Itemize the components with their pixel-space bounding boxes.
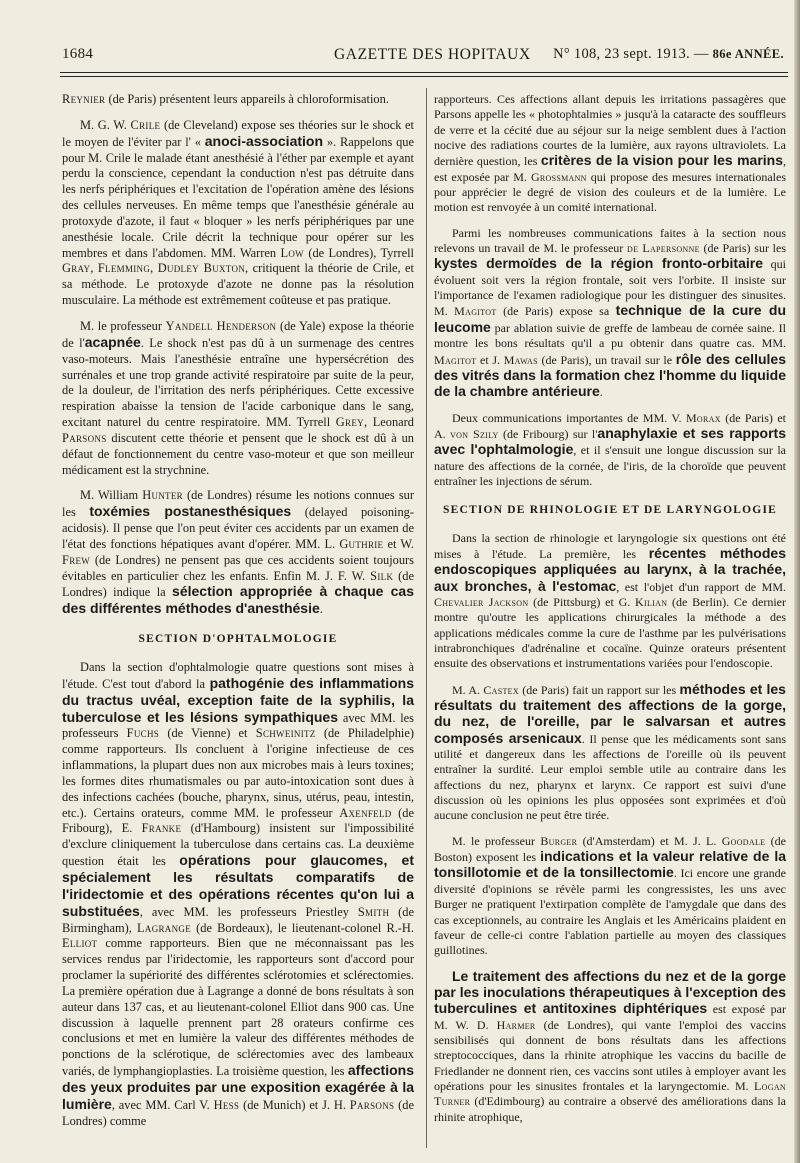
author-name: Chevalier Jackson: [434, 594, 529, 609]
text-run: Deux communications importantes de MM. V.: [452, 410, 686, 425]
author-name: Low: [280, 245, 304, 260]
text-run: (de Paris) présentent leurs appareils à chloroformisation.: [105, 92, 389, 106]
author-name: Lagrange: [137, 920, 191, 935]
text-run: M. William: [80, 488, 143, 503]
author-name: Castex: [483, 682, 519, 697]
topic-highlight: acapnée: [84, 333, 141, 350]
text-run: (de Londres), Tyrrell: [303, 245, 414, 260]
column-divider: [426, 88, 427, 1148]
topic-highlight: opérations pour glaucomes, et spécialement les résultats comparatifs de l'iridectomie et des opérations récentes qu'on lui a substituées: [62, 852, 414, 919]
author-name: Dudley Buxton: [157, 261, 246, 276]
text-run: (de Fribourg) sur l': [498, 426, 598, 441]
author-name: de Lapersonne: [627, 241, 700, 256]
text-run: , avec MM. Carl V.: [111, 1097, 214, 1112]
text-run: M. G. W.: [80, 117, 131, 132]
author-name: Franke: [141, 821, 182, 836]
journal-title: GAZETTE DES HOPITAUX: [334, 46, 531, 63]
text-run: (d'Hambourg) insistent sur l'impossibilité d'exclure cliniquement la tuberculose dans certains cas. La deuxième question était les: [62, 821, 414, 869]
author-name: Harmer: [496, 1017, 536, 1032]
text-run: M. le professeur: [452, 833, 541, 848]
section-heading-ophtalmologie: SECTION D'OPHTALMOLOGIE: [138, 633, 338, 646]
text-run: (de Londres) indique la: [62, 568, 414, 600]
text-run: , est exposée par M.: [434, 154, 786, 184]
text-run: (d'Edimbourg) au contraire a observé des améliorations dans la rhinite atrophique,: [434, 1094, 786, 1124]
text-run: par ablation suivie de greffe de lambeau de cornée saine. Il montre les bons résultats qu'il a pu obtenir dans quatre cas. MM.: [434, 320, 786, 351]
text-run: ,: [90, 261, 98, 276]
text-run: est exposé par M. W. D.: [434, 1002, 786, 1032]
text-run: , et il s'ensuit une longue discussion sur la nature des affections de la cornée, de l'iris, de la choroïde que peuvent entraîner les injections de sérum.: [434, 443, 786, 488]
issue-info: N° 108, 23 sept. 1913. — 86e ANNÉE.: [553, 46, 784, 62]
topic-highlight: anaphylaxie et ses rapports avec l'ophtalmologie: [434, 424, 786, 458]
paragraph: [62, 488, 414, 618]
topic-highlight: méthodes et les résultats du traitement des affections de la gorge, du nez, de l'oreille, par le salvarsan et autres composés arsenicaux: [434, 680, 786, 746]
text-run: (de Munich) et J. H.: [239, 1097, 350, 1112]
paragraph: [434, 682, 786, 824]
author-name: Fuchs: [126, 726, 160, 741]
author-name: Frew: [62, 552, 91, 567]
text-run: discutent cette théorie et pensent que le shock est dû à un défaut de fonctionnement du centre vaso-moteur et que son meilleur médicament est la strychnine.: [62, 430, 414, 477]
author-name: von Szily: [450, 426, 499, 441]
topic-highlight: Le traitement des affections du nez et de la gorge par les inoculations thérapeutiques à l'exception des tuberculines et antitoxines diphtériques: [434, 967, 786, 1017]
author-name: Parsons: [62, 430, 107, 445]
text-run: Dans la section d'ophtalmologie quatre questions sont mises à l'étude. C'est tout d'abord la: [62, 660, 414, 691]
author-name: Hunter: [142, 488, 183, 503]
text-run: (de Berlin). Ce dernier montre qu'outre les applications chirurgicales la méthode a des applications médicales comme la cure de l'asthme par les pulvérisations intrabronchiques d'adrénaline et cocaïne. Quinze orateurs présentent ensuite des observations et instrumentations variées pour l'endoscopie.: [434, 594, 786, 671]
paragraph: [62, 118, 414, 309]
author-name: Elliot: [62, 936, 98, 951]
text-run: (de Paris) expose sa: [496, 304, 616, 319]
author-name: Smith: [357, 904, 390, 919]
author-name: Yandell Henderson: [165, 318, 277, 333]
left-column: [62, 92, 414, 1139]
text-run: . Le shock n'est pas dû à un surmenage des centres vaso-moteurs. Mais l'anesthésie entraîne une hypersécrétion des surrénales et une trop grande activité respiratoire par suite de la peur, de la douleur, de l'irritation des nerfs périphériques. Cette excessive respiration abaisse la tension de l'acide carbonique dans le sang, excitant naturel du centre respiratoire. MM. Tyrrell: [62, 335, 415, 430]
running-header: [62, 46, 792, 70]
topic-highlight: pathogénie des inflammations du tractus uvéal, exception faite de la syphilis, la tuberculose et les lésions sympathiques: [62, 674, 414, 725]
text-run: , est l'objet d'un rapport de MM.: [616, 579, 786, 594]
author-name: Grossmann: [530, 169, 587, 184]
text-run: et J.: [476, 352, 504, 367]
text-run: . Ici encore une grande diversité d'opinions se révèle parmi les congressistes, les uns avec Burger ne pratiquent l'extirpation complète de l'amygdale que dans des cas exceptionnels, au contraire les Anglais et les Américains plaident en faveur de celle-ci contre l'ablation partielle au moyen des classiques guillotines.: [434, 866, 786, 958]
text-run: avec MM. les professeurs: [62, 710, 415, 741]
paragraph: [434, 834, 786, 959]
text-run: (de Paris) et A.: [434, 410, 786, 441]
text-run: (de Londres), qui vante l'emploi des vaccins sensibilisés qui donnent de bons résultats dans les affections streptococciques, dans la rhinite atrophique les vaccins du bacille de Friedlander ne donnent rien, ces vaccins sont utiles à employer avant les opérations pour les sinusites frontales et la laryngectomie. M.: [434, 1017, 787, 1093]
topic-highlight: sélection appropriée à chaque cas des différentes méthodes d'anesthésie: [62, 583, 414, 617]
author-name: Gray: [62, 261, 91, 276]
header-rule-thin: [60, 76, 788, 77]
issue-year: 86e ANNÉE.: [712, 47, 784, 61]
text-run: M. le professeur: [80, 318, 166, 333]
author-name: Hess: [213, 1097, 240, 1112]
author-name: Mawas: [503, 352, 538, 367]
author-name: Axenfeld: [339, 805, 392, 820]
paragraph: [62, 660, 414, 1129]
paragraph: [62, 319, 414, 478]
topic-highlight: technique de la cure du leucome: [434, 302, 786, 335]
text-run: (de Vienne) et: [159, 726, 256, 741]
paragraph: [434, 969, 786, 1125]
text-run: (de Pittsburg) et G.: [528, 594, 636, 609]
topic-highlight: rôle des cellules des vitrés dans la formation chez l'homme du liquide de la chambre antérieure: [434, 350, 786, 400]
paragraph: [434, 92, 786, 216]
header-rule: [60, 72, 788, 73]
topic-highlight: kystes dermoïdes de la région fronto-orbitaire: [434, 255, 763, 272]
text-run: (de Cleveland) expose ses théories sur le shock et le moyen de l'éviter par l' «: [62, 117, 414, 149]
topic-highlight: indications et la valeur relative de la tonsillotomie et de la tonsillectomie: [434, 848, 786, 881]
paragraph: [62, 92, 414, 108]
topic-highlight: récentes méthodes endoscopiques appliquées au larynx, à la trachée, aux bronches, à l'estomac: [434, 544, 786, 594]
paragraph: [434, 411, 786, 490]
author-name: Burger: [540, 833, 578, 848]
topic-highlight: critères de la vision pour les marins: [540, 152, 783, 169]
text-run: (de Boston) exposent les: [434, 833, 786, 865]
text-run: Parmi les nombreuses communications faites à la section nous relevons un travail de M. le professeur: [434, 225, 786, 256]
text-run: (de Londres) résume les notions connues sur les: [62, 488, 414, 520]
author-name: Morax: [685, 410, 721, 425]
text-run: . Il pense que les médicaments sont sans utilité et dangereux dans les affections de l'oreille où ils peuvent entraîner la surdité. Leur emploi semble utile au contraire dans les affections du nez, pharynx et larynx. Ce rapport est suivi d'une discussion où les opinions les plus opposées sont exprimées et d'où aucune conclusion ne peut être tirée.: [434, 731, 787, 823]
text-run: qui propose des mesures internationales pour apprécier le degré de vision des couleurs et de la lumière. Le motion est renvoyée à un comité international.: [434, 169, 786, 215]
text-run: ». Rappelons que pour M. Crile le malade étant anesthésié à l'éther par exemple et ayant perdu la conscience, cependant la conduction n'est pas détruite dans les nerfs périphériques et l'excitation de l'opération amène des lésions des cellules nerveuses. En même temps que l'anesthésie générale au protoxyde d'azote, il faut « bloquer » les nerfs périphériques par une anesthésie locale. Crile décrit la technique pour opérer sur les membres et dans l'abdomen. MM. Warren: [62, 134, 414, 260]
text-run: et W.: [383, 536, 414, 551]
author-name: Grey: [335, 415, 364, 430]
text-run: (de Bordeaux), le lieutenant-colonel R.-H.: [191, 920, 414, 935]
author-name: Schweinitz: [255, 726, 316, 741]
topic-highlight: affections des yeux produites par une exposition exagérée à la lumière: [62, 1062, 414, 1112]
author-name: Magitot: [434, 352, 477, 367]
author-name: Guthrie: [339, 536, 384, 551]
text-run: (de Philadelphie) comme rapporteurs. Ils concluent à l'origine infectieuse de ces inflammations, la plupart dues non aux microbes mais à leurs toxines; les formes dites rhumatismales ou par auto-intoxication sont dues à des infections cachées (bouche, pharynx, sinus, utérus, peau, intestin, etc.). Certains orateurs, comme MM. le professeur: [62, 726, 414, 820]
author-name: Silk: [370, 568, 394, 583]
text-run: qui évoluent soit vers la région frontale, soit vers l'orbite. Il insiste sur l'importance de l'examen radiologique pour les distinguer des sinusites. M.: [434, 257, 786, 319]
paragraph: [434, 531, 786, 672]
text-run: Dans la section de rhinologie et laryngologie six questions ont été mises à l'étude. La première, les: [434, 530, 786, 561]
author-name: Flemming: [97, 261, 151, 276]
section-heading-rhinologie: SECTION DE RHINOLOGIE ET DE LARYNGOLOGIE: [443, 504, 777, 517]
text-run: (de Paris) fait un rapport sur les: [518, 682, 680, 697]
author-name: Logan Turner: [434, 1078, 786, 1109]
text-run: (de Londres) comme: [62, 1097, 414, 1128]
text-run: , critiquent la théorie de Crile, et sa méthode. Le protoxyde d'azote ne donne pas la résolution musculaire. La méthode est extrêmement coûteuse et pas pratique.: [62, 261, 414, 308]
author-name: Crile: [130, 117, 161, 132]
text-run: (de Paris) sur les: [699, 241, 786, 256]
author-name: Reynier: [62, 92, 106, 106]
text-run: , Leonard: [363, 415, 414, 430]
topic-highlight: toxémies postanesthésiques: [89, 503, 292, 520]
text-run: (d'Amsterdam) et M. J. L.: [577, 833, 722, 848]
text-run: rapporteurs. Ces affections allant depuis les irritations passagères que Parsons appelle les « photophtalmies » jusqu'à la cataracte des souffleurs de verre et la cécité due au séjour sur la neige semblent dues à l'action nocive des radiations courtes de la lumière, aux rayons ultraviolets. La dernière question, les: [434, 92, 786, 169]
text-run: (de Birmingham),: [62, 904, 414, 935]
author-name: Parsons: [349, 1097, 395, 1112]
text-run: ,: [150, 261, 158, 276]
text-run: (de Paris), un travail sur le: [537, 352, 676, 367]
paragraph: [434, 226, 786, 401]
author-name: Kilian: [635, 594, 668, 609]
text-run: (delayed poisoning-acidosis). Il pense que l'on peut éviter ces accidents par un examen de l'état des fonctions hépatiques avant d'opérer. MM. L.: [62, 505, 414, 551]
author-name: Goodale: [721, 833, 766, 848]
topic-highlight: anoci-association: [204, 132, 324, 149]
text-run: (de Fribourg), E.: [62, 805, 414, 836]
text-run: (de Londres) ne pensent pas que ces accidents soient toujours évitables en particulier chez les enfants. Enfin M. J. F. W.: [62, 552, 414, 583]
text-run: (de Yale) expose la théorie de l': [62, 318, 414, 350]
text-run: comme rapporteurs. Bien que ne méconnaissant pas les services rendus par l'iridectomie, les rapporteurs sont d'accord pour proclamer la supériorité des différentes sclérotomies et sclérectomies. La première opération due à Lagrange a donné de bons résultats à son auteur dans 137 cas, et au lieutenant-colonel Elliot dans 900 cas. Une discussion à laquelle prennent part 28 orateurs confirme ces conclusions et met en lumière la valeur des différentes méthodes de ponctions de la sclérotique, de sclérectomies avec des lambeaux variés, de lymphangioplasties. La troisième question, les: [62, 936, 414, 1079]
text-run: .: [319, 602, 323, 617]
right-column: [434, 92, 786, 1135]
text-run: , avec MM. les professeurs Priestley: [139, 904, 358, 919]
author-name: Magitot: [454, 304, 497, 319]
page-edge: [794, 0, 800, 1163]
text-run: M. A.: [452, 682, 484, 697]
page-number: 1684: [62, 46, 94, 62]
text-run: .: [599, 385, 603, 400]
